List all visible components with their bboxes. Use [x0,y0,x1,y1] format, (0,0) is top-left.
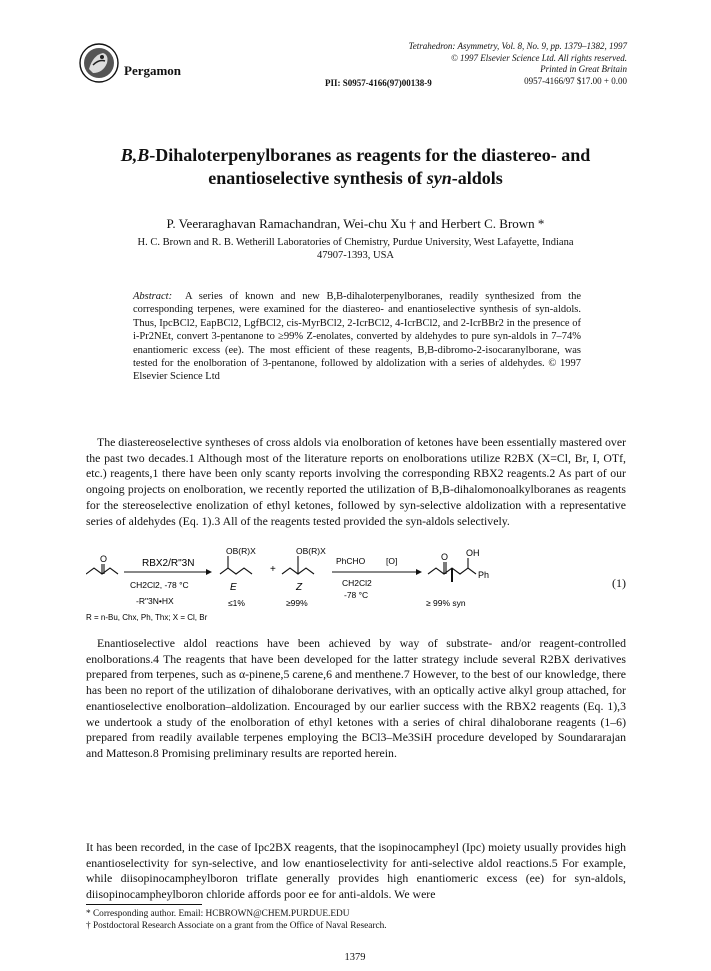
equation-number: (1) [612,576,626,590]
body-paragraph-3: It has been recorded, in the case of Ipc2BX reagents, that the isopinocampheyl (Ipc) moiety usually provides high enantioselectivity for syn-selective, and low enantioselectivity for anti-selective aldol reactions.5 For example, while diisopinocampheylboron triflate generally provides high enantiomeric excess (ee) for syn-aldols, diisopinocampheylboron chloride affords poor ee for anti-aldols. We were [86,840,626,902]
aldehyde-label: PhCHO [336,556,366,566]
product-oxygen: O [441,552,449,562]
pergamon-logo [79,43,119,83]
enolate-e-label: OB(R)X [226,546,256,556]
ketone-oxygen: O [100,554,108,564]
affiliation [70,236,641,262]
scheme-legend: R = n-Bu, Chx, Ph, Thx; X = Cl, Br [86,613,208,622]
price-line: 0957-4166/97 $17.00 + 0.00 [524,75,627,86]
yield-e: ≤1% [228,598,245,608]
affiliation-line-1: H. C. Brown and R. B. Wetherill Laboratories of Chemistry, Purdue University, West Lafayette, Indiana [137,237,574,248]
body-paragraph-1: The diastereoselective syntheses of cross aldols via enolboration of ketones have been essentially mastered over the past two decades.1 Although most of the literature reports on enolborations utilize R2BX (X=Cl, Br, I, OTf, etc.) reagents,1 there have been only scanty reports involving the corresponding RBX2 reagents.2 As part of our ongoing projects on enolboration, we recently reported the utilization of B,B-dihalomonoalkylboranes as reagents for the stereoselective enolization of ethyl ketones, followed by syn-selective aldolization with a representative series of aldehydes (Eq. 1).3 All of the reagents tested provided the syn-aldols selectively. [86,435,626,528]
publisher-name: Pergamon [124,63,182,78]
copyright-line: © 1997 Elsevier Science Ltd. All rights reserved. [450,52,627,63]
affiliation-line-2: 47907-1393, USA [316,250,394,261]
page-number: 1379 [344,952,366,963]
pii: PII: S0957-4166(97)00138-9 [325,78,432,88]
title-line-2: enantioselective synthesis of syn-aldols [208,168,503,188]
abstract [133,290,581,384]
title-line-1: B,B-Dihaloterpenylboranes as reagents for the diastereo- and [120,145,591,165]
body-paragraph-2: Enantioselective aldol reactions have been achieved by way of substrate- and/or reagent-controlled enolborations.4 The reagents that have been developed for the latter strategy include several R2BX derivatives prepared from terpenes, such as α-pinene,5 carene,6 and menthene.7 However, to the best of our knowledge, there has been no report of the utilization of dihaloborane derivatives, with an optically active alkyl group attached, for enantioselective enolboration–aldolization. Encouraged by our earlier success with the RBX2 reagents (Eq. 1),3 we undertook a study of the enolboration of ethyl ketones with a series of chiral dihaloborane reagents (1–6) prepared from readily available terpenes employing the BCl3–Me3SiH procedure developed by Soundararajan and Matteson.8 Promising preliminary results are reported herein. [86,636,626,760]
footnote-postdoc: † Postdoctoral Research Associate on a grant from the Office of Naval Research. [86,921,387,931]
journal-line: Tetrahedron: Asymmetry, Vol. 8, No. 9, pp. 1379–1382, 1997 [408,41,627,51]
abstract-text: A series of known and new B,B-dihaloterpenylboranes, readily synthesized from the corresponding terpenes, were examined for the diastereo- and enantioselective synthesis of syn-aldols. Thus, IpcBCl2, EapBCl2, LgfBCl2, cis-MyrBCl2, 2-IcrBCl2, 4-IcrBCl2, and 2-IcrBBr2 in the presence of i-Pr2NEt, convert 3-pentanone to ≥99% Z-enolates, converted by aldehydes to pure syn-aldols in 7–74% enantiomeric excess (ee). The most efficient of these reagents, B,B-dibromo-2-isocaranylborane, was tested for the enolboration of 3-pentanone, followed by aldolization with a series of aldehydes. © 1997 Elsevier Science Ltd [133,291,581,383]
reaction-scheme [86,534,626,622]
footnote-corresponding: * Corresponding author. Email: HCBROWN@CHEM.PURDUE.EDU [86,909,350,919]
footnote-rule [86,904,202,905]
isomer-z: Z [296,582,303,593]
reagent-label: RBX2/R"3N [142,558,195,569]
yield-z: ≥99% [286,598,308,608]
authors: P. Veeraraghavan Ramachandran, Wei-chu Xu † and Herbert C. Brown * [166,216,545,231]
solvent-label: CH2Cl2 [342,578,372,588]
conditions-2: -R"3N•HX [136,596,174,606]
conditions-1: CH2Cl2, -78 °C [130,580,189,590]
product-yield: ≥ 99% syn [426,598,466,608]
plus-sign: + [270,564,276,575]
article-title [60,144,651,190]
product-phenyl: Ph [478,570,490,580]
abstract-label: Abstract: [133,291,173,302]
product-hydroxyl: OH [466,548,480,558]
oxidation-label: [O] [386,556,398,566]
isomer-e: E [230,582,237,593]
enolate-z-label: OB(R)X [296,546,326,556]
printed-line: Printed in Great Britain [540,64,627,74]
temperature-label: -78 °C [344,590,369,600]
footnotes [86,908,626,932]
